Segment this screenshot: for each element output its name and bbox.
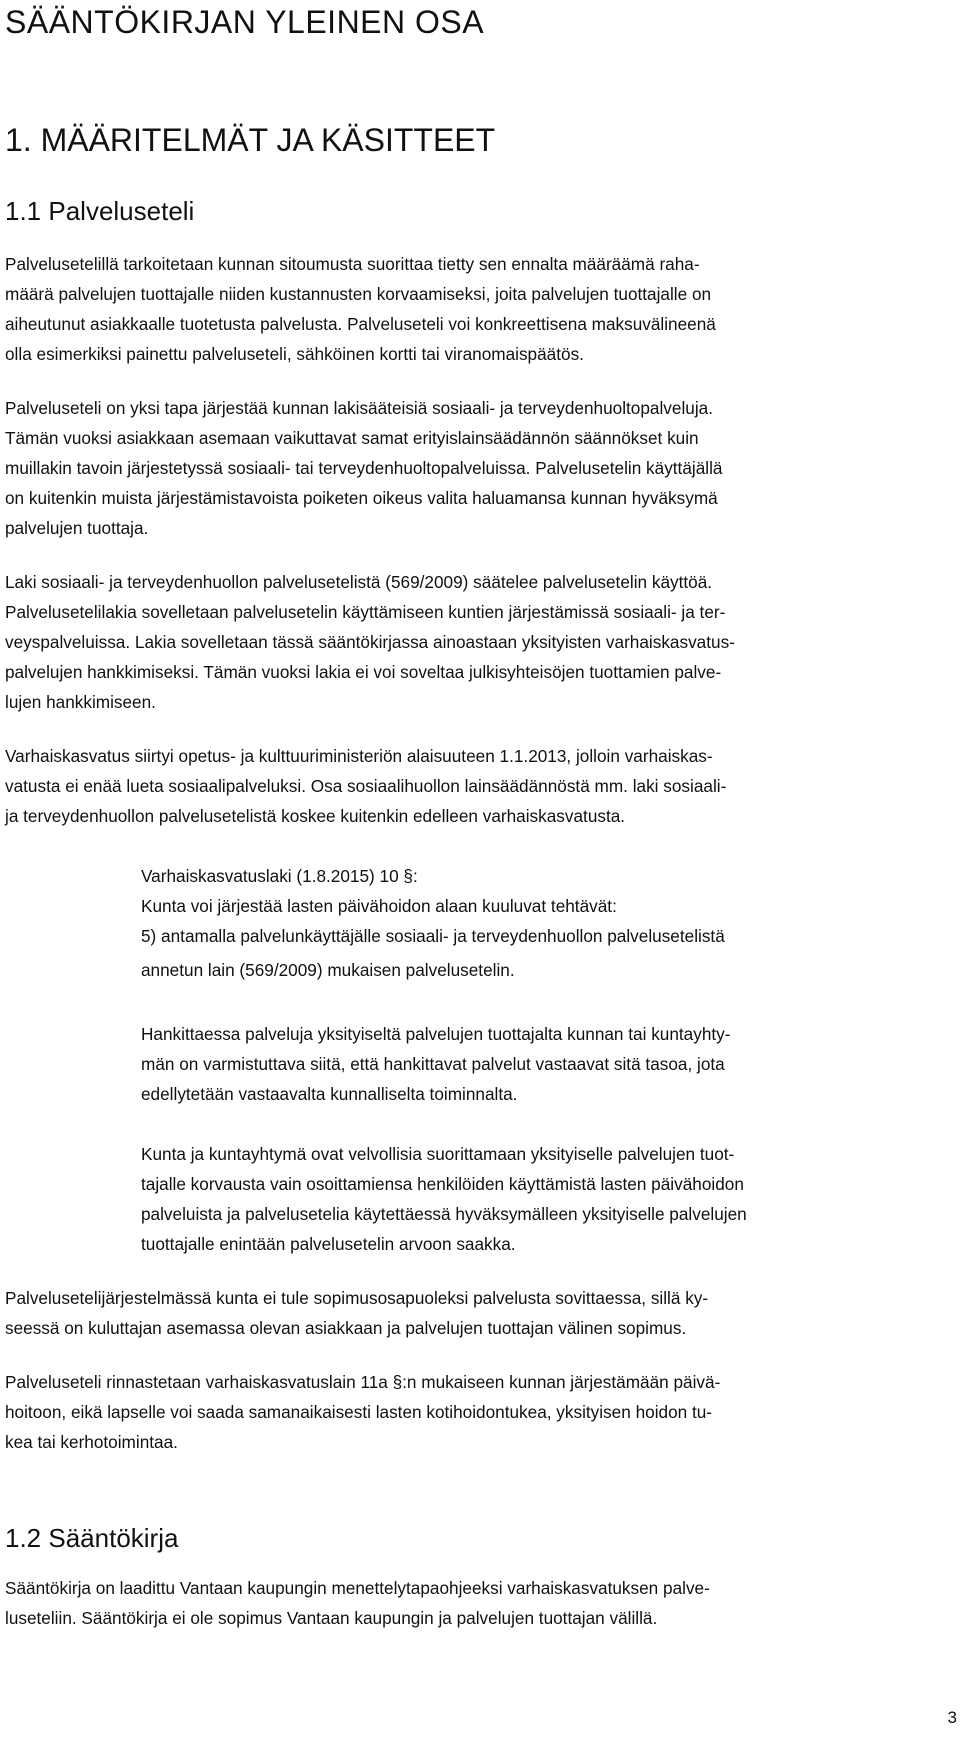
paragraph-line: Palvelusetelillä tarkoitetaan kunnan sitoumusta suorittaa tietty sen ennalta määräämä raha- <box>5 254 700 274</box>
paragraph-line: olla esimerkiksi painettu palveluseteli, sähköinen kortti tai viranomaispäätös. <box>5 344 584 364</box>
paragraph-line: hoitoon, eikä lapselle voi saada samanaikaisesti lasten kotihoidontukea, yksityisen hoidon tu- <box>5 1402 713 1422</box>
quote-line: Kunta voi järjestää lasten päivähoidon alaan kuuluvat tehtävät: <box>141 896 617 916</box>
paragraph-line: Sääntökirja on laadittu Vantaan kaupungin menettelytapaohjeeksi varhaiskasvatuksen palve- <box>5 1578 710 1598</box>
paragraph-line: on kuitenkin muista järjestämistavoista poiketen oikeus valita haluamansa kunnan hyväksymä <box>5 488 718 508</box>
paragraph-line: palvelujen tuottaja. <box>5 518 149 538</box>
paragraph-line: Palveluseteli rinnastetaan varhaiskasvatuslain 11a §:n mukaiseen kunnan järjestämään päivä- <box>5 1372 721 1392</box>
paragraph-line: aiheutunut asiakkaalle tuotetusta palvelusta. Palveluseteli voi konkreettisena maksuvälineenä <box>5 314 716 334</box>
paragraph-line: lujen hankkimiseen. <box>5 692 156 712</box>
quote-line: tuottajalle enintään palvelusetelin arvoon saakka. <box>141 1234 516 1254</box>
paragraph-line: vatusta ei enää lueta sosiaalipalveluksi. Osa sosiaalihuollon lainsäädännöstä mm. laki sosiaali- <box>5 776 727 796</box>
quote-line: Hankittaessa palveluja yksityiseltä palvelujen tuottajalta kunnan tai kuntayhty- <box>141 1024 731 1044</box>
page-title: SÄÄNTÖKIRJAN YLEINEN OSA <box>5 4 485 40</box>
paragraph-line: Laki sosiaali- ja terveydenhuollon palvelusetelistä (569/2009) säätelee palvelusetelin käyttöä. <box>5 572 713 592</box>
paragraph-line: määrä palvelujen tuottajalle niiden kustannusten korvaamiseksi, joita palvelujen tuottajalle on <box>5 284 712 304</box>
paragraph-line: palvelujen hankkimiseksi. Tämän vuoksi lakia ei voi soveltaa julkisyhteisöjen tuottamien palve- <box>5 662 722 682</box>
quote-line: män on varmistuttava siitä, että hankittavat palvelut vastaavat sitä tasoa, jota <box>141 1054 725 1074</box>
subsection-heading-saantokirja: 1.2 Sääntökirja <box>5 1523 179 1553</box>
page-number: 3 <box>947 1708 957 1727</box>
paragraph-line: Varhaiskasvatus siirtyi opetus- ja kulttuuriministeriön alaisuuteen 1.1.2013, jolloin varhaiskas- <box>5 746 713 766</box>
paragraph-line: Palvelusetelijärjestelmässä kunta ei tule sopimusosapuoleksi palvelusta sovittaessa, sillä ky- <box>5 1288 709 1308</box>
paragraph-line: Tämän vuoksi asiakkaan asemaan vaikuttavat samat erityislainsäädännön säännökset kuin <box>5 428 699 448</box>
subsection-heading-palveluseteli: 1.1 Palveluseteli <box>5 196 195 226</box>
paragraph-line: muillakin tavoin järjestetyssä sosiaali- tai terveydenhuoltopalveluissa. Palvelusetelin käyttäjällä <box>5 458 723 478</box>
paragraph-line: Palveluseteli on yksi tapa järjestää kunnan lakisääteisiä sosiaali- ja terveydenhuoltopalveluja. <box>5 398 713 418</box>
paragraph-line: luseteliin. Sääntökirja ei ole sopimus Vantaan kaupungin ja palvelujen tuottajan välillä. <box>5 1608 658 1628</box>
paragraph-line: kea tai kerhotoimintaa. <box>5 1432 178 1452</box>
quote-line: edellytetään vastaavalta kunnalliselta toiminnalta. <box>141 1084 518 1104</box>
quote-line: Kunta ja kuntayhtymä ovat velvollisia suorittamaan yksityiselle palvelujen tuot- <box>141 1144 735 1164</box>
quote-line: Varhaiskasvatuslaki (1.8.2015) 10 §: <box>141 866 418 886</box>
quote-line: 5) antamalla palvelunkäyttäjälle sosiaali- ja terveydenhuollon palvelusetelistä <box>141 926 725 946</box>
paragraph-line: Palvelusetelilakia sovelletaan palvelusetelin käyttämiseen kuntien järjestämissä sosiaali- ja ter- <box>5 602 726 622</box>
quote-line: palveluista ja palvelusetelia käytettäessä hyväksymälleen yksityiselle palvelujen <box>141 1204 747 1224</box>
quote-line: tajalle korvausta vain osoittamiensa henkilöiden käyttämistä lasten päivähoidon <box>141 1174 744 1194</box>
paragraph-line: seessä on kuluttajan asemassa olevan asiakkaan ja palvelujen tuottajan välinen sopimus. <box>5 1318 687 1338</box>
section-heading: 1. MÄÄRITELMÄT JA KÄSITTEET <box>5 122 496 158</box>
quote-line: annetun lain (569/2009) mukaisen palvelusetelin. <box>141 960 515 980</box>
paragraph-line: ja terveydenhuollon palvelusetelistä koskee kuitenkin edelleen varhaiskasvatusta. <box>5 806 626 826</box>
paragraph-line: veyspalveluissa. Lakia sovelletaan tässä sääntökirjassa ainoastaan yksityisten varhaiskasvatus- <box>5 632 735 652</box>
